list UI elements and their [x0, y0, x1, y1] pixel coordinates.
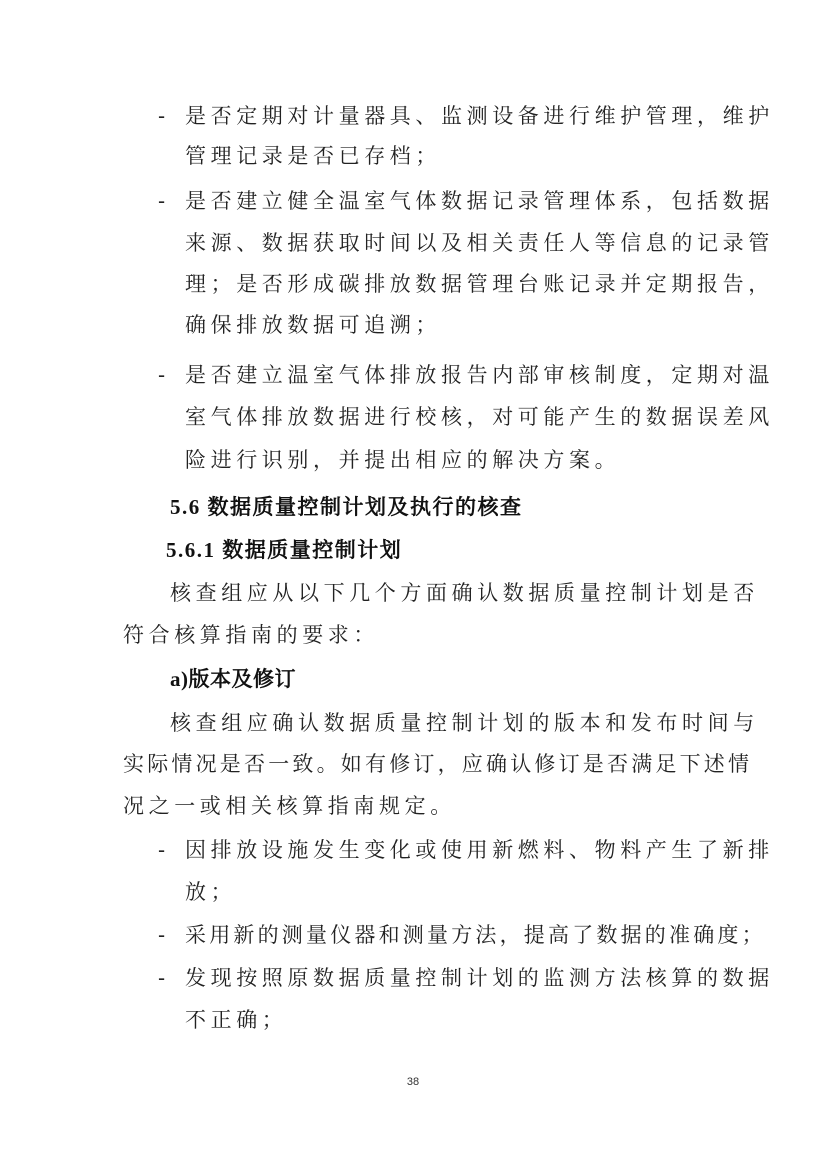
bullet-dash: - [158, 923, 166, 947]
bullet-line: 险进行识别，并提出相应的解决方案。 [185, 448, 621, 472]
subsection-heading: 5.6.1 数据质量控制计划 [166, 538, 403, 562]
bullet-line: 因排放设施发生变化或使用新燃料、物料产生了新排 [185, 838, 774, 862]
bullet-line: 室气体排放数据进行校核，对可能产生的数据误差风 [185, 405, 774, 429]
paragraph-line: 符合核算指南的要求： [123, 623, 379, 647]
bullet-line: 来源、数据获取时间以及相关责任人等信息的记录管 [185, 231, 774, 255]
bullet-line: 确保排放数据可追溯； [185, 313, 441, 337]
bullet-line: 理；是否形成碳排放数据管理台账记录并定期报告， [185, 272, 774, 296]
bullet-line: 是否建立健全温室气体数据记录管理体系，包括数据 [185, 189, 774, 213]
bullet-dash: - [158, 363, 166, 387]
section-heading: 5.6 数据质量控制计划及执行的核查 [170, 495, 523, 519]
bullet-line: 是否建立温室气体排放报告内部审核制度，定期对温 [185, 363, 774, 387]
bullet-line: 不正确； [185, 1008, 288, 1032]
bullet-line: 放； [185, 880, 237, 904]
bullet-dash: - [158, 189, 166, 213]
paragraph-line: 核查组应从以下几个方面确认数据质量控制计划是否 [170, 581, 759, 605]
item-heading: a)版本及修订 [170, 667, 296, 691]
paragraph-line: 核查组应确认数据质量控制计划的版本和发布时间与 [170, 711, 759, 735]
bullet-dash: - [158, 966, 166, 990]
bullet-line: 采用新的测量仪器和测量方法，提高了数据的准确度； [185, 923, 766, 947]
paragraph-line: 况之一或相关核算指南规定。 [123, 794, 456, 818]
page-number: 38 [406, 1076, 420, 1088]
paragraph-line: 实际情况是否一致。如有修订，应确认修订是否满足下述情 [123, 752, 753, 776]
bullet-dash: - [158, 104, 166, 128]
bullet-line: 是否定期对计量器具、监测设备进行维护管理，维护 [185, 104, 774, 128]
bullet-line: 发现按照原数据质量控制计划的监测方法核算的数据 [185, 966, 774, 990]
bullet-dash: - [158, 838, 166, 862]
bullet-line: 管理记录是否已存档； [185, 144, 441, 168]
